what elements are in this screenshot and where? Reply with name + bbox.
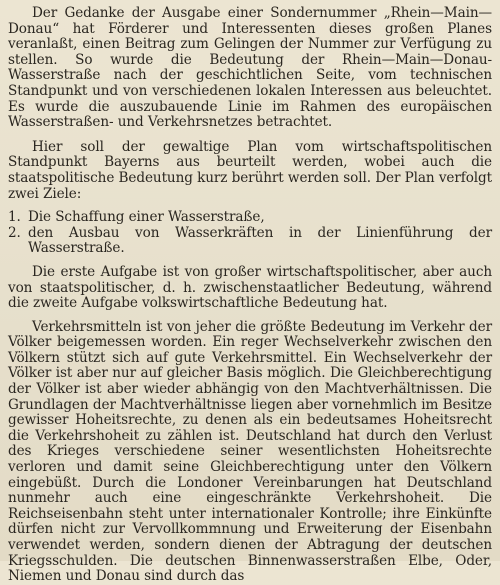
list-item-text: den Ausbau von Wasserkräften in der Linienführung der Wasserstraße. — [28, 224, 492, 257]
goals-list — [8, 210, 492, 257]
paragraph-traffic: Verkehrsmitteln ist von jeher die größte Bedeutung im Verkehr der Völker beigemessen worden. Ein reger Wechselverkehr zwischen den Völkern stützt sich auf gute Verkehrsmittel. Ein Wechselverkehr der Völker ist aber nur auf gleicher Basis möglich. Die Gleichberechtigung der Völker ist aber wieder abhängig von den Machtverhältnissen. Die Grundlagen der Machtverhältnisse liegen aber vornehmlich im Besitze gewisser Hoheitsrechte, zu denen als ein bedeutsames Hoheitsrecht die Verkehrshoheit zu zählen ist. Deutschland hat durch den Verlust des Krieges verschiedene seiner wesentlichsten Hoheitsrechte verloren und damit seine Gleichberechtigung unter den Völkern eingebüßt. Durch die Londoner Vereinbarungen hat Deutschland nunmehr auch eine eingeschränkte Verkehrshoheit. Die Reichseisenbahn steht unter internationaler Kontrolle; ihre Einkünfte dürfen nicht zur Vervollkommnung und Erweiterung der Eisenbahn verwendet werden, sondern dienen der Abtragung der deutschen Kriegsschulden. Die deutschen Binnenwasserstraßen Elbe, Oder, Niemen und Donau sind durch das — [8, 318, 492, 585]
list-item-number: 1. — [8, 209, 21, 226]
paragraph-intro: Der Gedanke der Ausgabe einer Sondernummer „Rhein—Main—Donau“ hat Förderer und Interessenten dieses großen Planes veranlaßt, einen Beitrag zum Gelingen der Nummer zur Verfügung zu stellen. So wurde die Bedeutung der Rhein—Main—Donau-Wasserstraße nach der geschichtlichen Seite, vom technischen Standpunkt und von verschiedenen lokalen Interessen aus beleuchtet. Es wurde die auszubauende Linie im Rahmen des europäischen Wasserstraßen- und Verkehrsnetzes betrachtet. — [8, 5, 492, 131]
list-item-text: Die Schaffung einer Wasserstraße, — [28, 209, 265, 226]
list-item — [8, 210, 492, 226]
paragraph-tasks: Die erste Aufgabe ist von großer wirtschaftspolitischer, aber auch von staatspolitischer, d. h. zwischenstaatlicher Bedeutung, während die zweite Aufgabe volkswirtschaftliche Bedeutung hat. — [8, 263, 492, 312]
list-item — [8, 226, 492, 257]
paragraph-plan: Hier soll der gewaltige Plan vom wirtschaftspolitischen Standpunkt Bayerns aus beurteilt werden, wobei auch die staatspolitische Bedeutung kurz berührt werden soll. Der Plan verfolgt zwei Ziele: — [8, 138, 492, 202]
list-item-number: 2. — [8, 224, 21, 241]
